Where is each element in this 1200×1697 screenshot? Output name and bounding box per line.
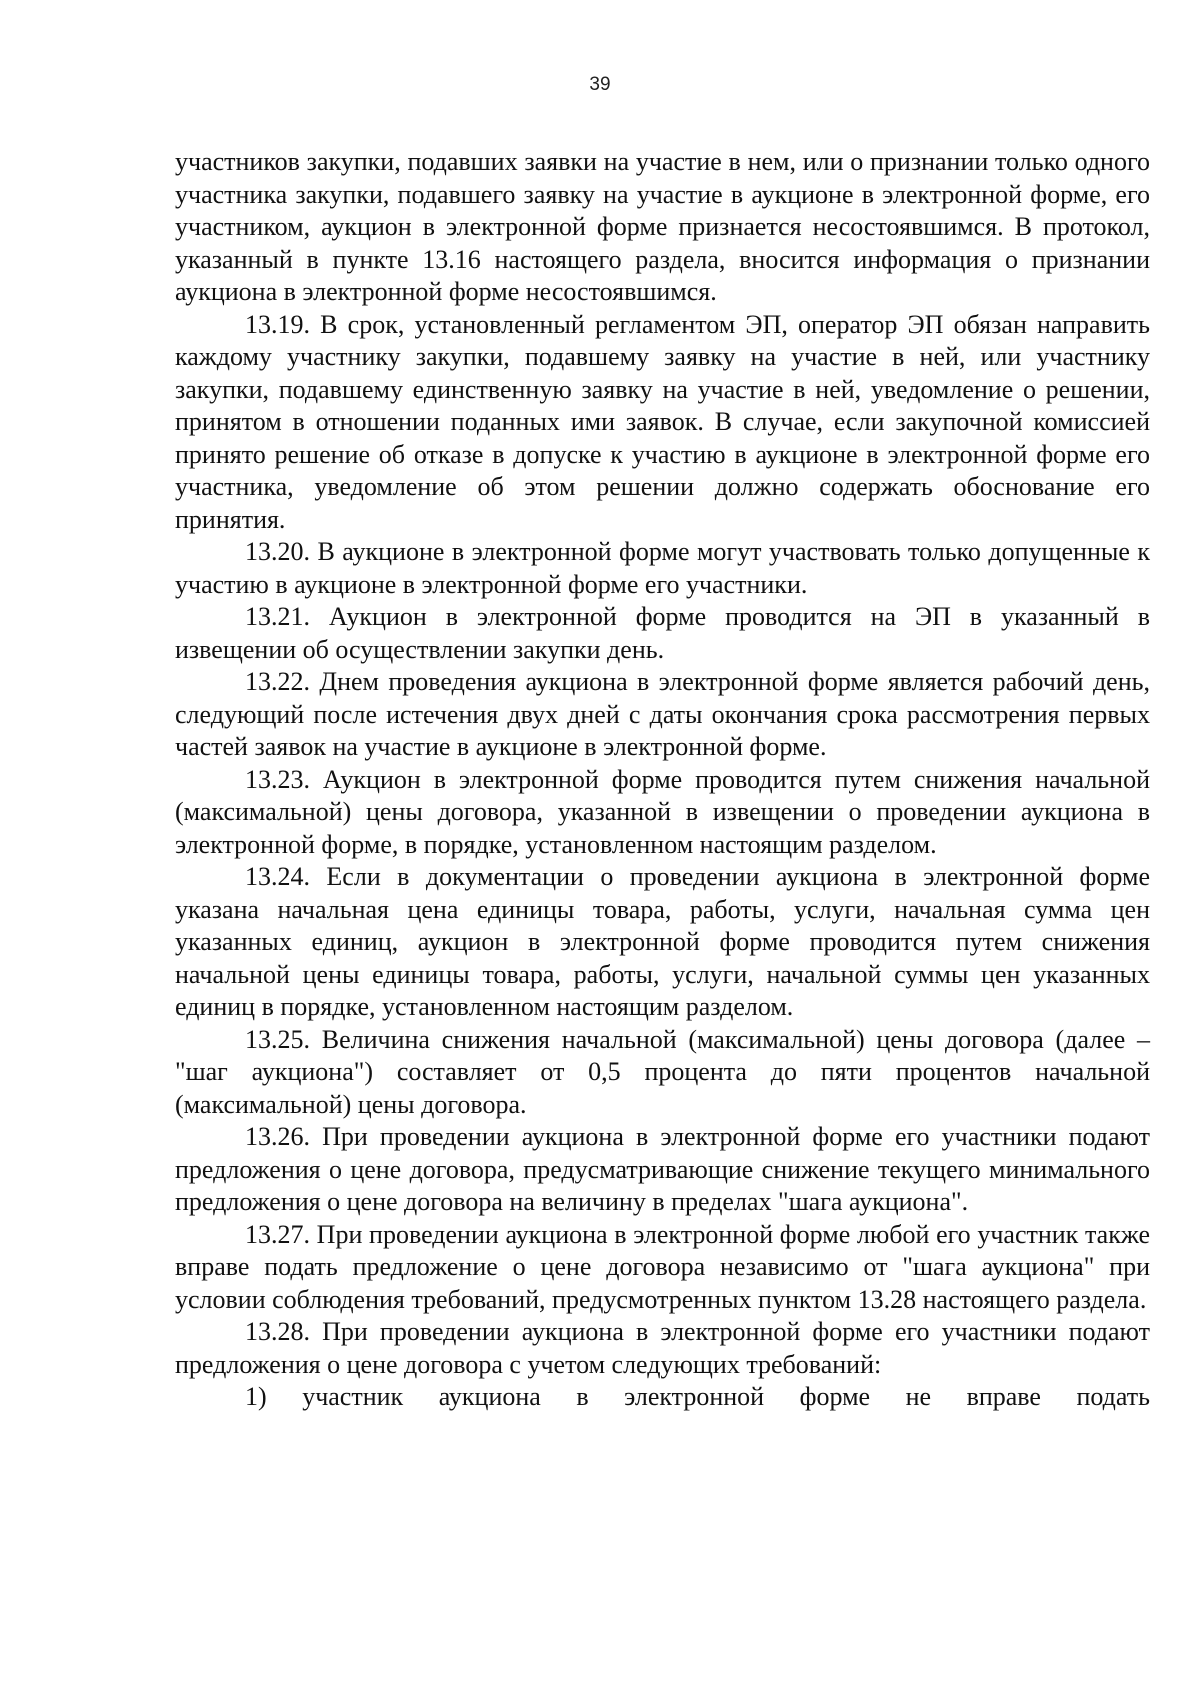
paragraph-continuation: участников закупки, подавших заявки на участие в нем, или о признании только одного участника закупки, подавшего заявку на участие в аукционе в электронной форме, его участником, аукцион в электронной форме признается несостоявшимся. В протокол, указанный в пункте 13.16 настоящего раздела, вносится информация о признании аукциона в электронной форме несостоявшимся. — [175, 147, 1150, 306]
document-body — [175, 146, 1150, 1414]
paragraph-13-24: 13.24. Если в документации о проведении аукциона в электронной форме указана начальная цена единицы товара, работы, услуги, начальная сумма цен указанных единиц, аукцион в электронной форме проводится путем снижения начальной цены единицы товара, работы, услуги, начальной суммы цен указанных единиц в порядке, установленном настоящим разделом. — [175, 862, 1150, 1021]
paragraph-13-19: 13.19. В срок, установленный регламентом ЭП, оператор ЭП обязан направить каждому участнику закупки, подавшему заявку на участие в ней, или участнику закупки, подавшему единственную заявку на участие в ней, уведомление о решении, принятом в отношении поданных ими заявок. В случае, если закупочной комиссией принято решение об отказе в допуске к участию в аукционе в электронной форме его участника, уведомление об этом решении должно содержать обоснование его принятия. — [175, 309, 1150, 534]
paragraph-13-28-item-1: 1) участник аукциона в электронной форме не вправе подать — [245, 1382, 1150, 1411]
paragraph-13-28: 13.28. При проведении аукциона в электронной форме его участники подают предложения о цене договора с учетом следующих требований: — [175, 1317, 1150, 1379]
paragraph-13-20: 13.20. В аукционе в электронной форме могут участвовать только допущенные к участию в аукционе в электронной форме его участники. — [175, 537, 1150, 599]
page-number: 39 — [589, 74, 611, 95]
paragraph-13-21: 13.21. Аукцион в электронной форме проводится на ЭП в указанный в извещении об осуществлении закупки день. — [175, 602, 1150, 664]
paragraph-13-22: 13.22. Днем проведения аукциона в электронной форме является рабочий день, следующий после истечения двух дней с даты окончания срока рассмотрения первых частей заявок на участие в аукционе в электронной форме. — [175, 667, 1150, 761]
paragraph-13-25: 13.25. Величина снижения начальной (максимальной) цены договора (далее – "шаг аукциона") составляет от 0,5 процента до пяти процентов начальной (максимальной) цены договора. — [175, 1024, 1150, 1119]
paragraph-13-27: 13.27. При проведении аукциона в электронной форме любой его участник также вправе подать предложение о цене договора независимо от "шага аукциона" при условии соблюдения требований, предусмотренных пунктом 13.28 настоящего раздела. — [175, 1219, 1150, 1314]
paragraph-13-26: 13.26. При проведении аукциона в электронной форме его участники подают предложения о цене договора, предусматривающие снижение текущего минимального предложения о цене договора на величину в пределах "шага аукциона". — [175, 1122, 1150, 1216]
paragraph-13-23: 13.23. Аукцион в электронной форме проводится путем снижения начальной (максимальной) цены договора, указанной в извещении о проведении аукциона в электронной форме, в порядке, установленном настоящим разделом. — [175, 764, 1150, 859]
